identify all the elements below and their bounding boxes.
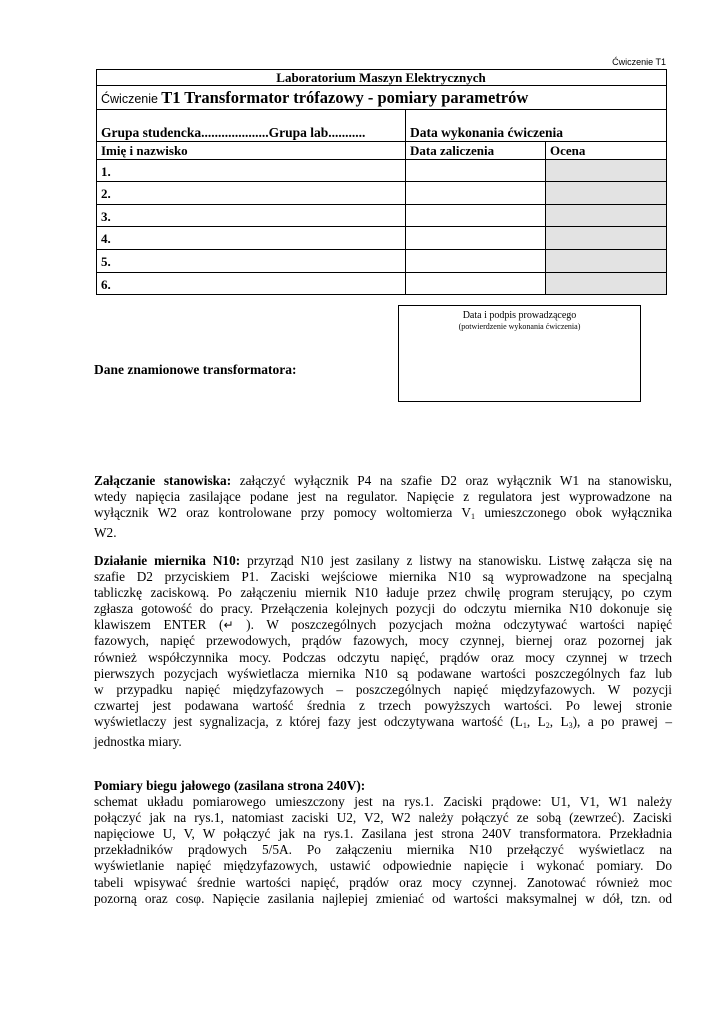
text-line: [94, 778, 672, 794]
subscript: 1: [522, 720, 527, 730]
text-line: [94, 505, 672, 525]
exercise-name: T1 Transformator trófazowy - pomiary parametrów: [161, 88, 529, 107]
lab-form-table: [96, 69, 667, 295]
row-number: 2.: [101, 186, 111, 201]
signature-label: Data i podpis prowadzącego: [462, 310, 577, 321]
grade-cell: [546, 273, 666, 294]
lab-title: Laboratorium Maszyn Elektrycznych: [276, 70, 486, 85]
text-line: zgłasza gotowość do pracy. Przełączenia kolejnych pozycji do odczytu miernika N10 dokonuje się: [94, 601, 672, 617]
text-line: wyświetlanie napięć międzyfazowych, ustawić odpowiednie napięcie i wykonać pomiary. Do: [94, 858, 672, 874]
text-span: przyrząd N10 jest zasilany z listwy na stanowisku. Listwę załącza się na: [247, 553, 673, 568]
grade-cell: [546, 250, 666, 272]
text-line: połączyć jak na rys.1, natomiast zaciski U2, V2, W2 należy połączyć ze sobą (zewrzeć). Zaciski: [94, 810, 672, 826]
exercise-corner-label: Ćwiczenie T1: [612, 57, 666, 67]
text-span: załączyć wyłącznik P4 na szafie D2 oraz wyłącznik W1 na stanowisku,: [239, 473, 672, 488]
text-line: czwartej jest podawana wartość średnia z trzech powyższych wartości. Po lewej stronie: [94, 697, 672, 713]
group-line: Grupa studencka....................Grupa lab...........: [101, 125, 366, 140]
text-span: ), a po prawej –: [572, 713, 672, 729]
row-number: 1.: [101, 164, 111, 179]
divider: [97, 141, 666, 142]
paragraph-startup: [94, 473, 672, 541]
signature-note: (potwierdzenie wykonania ćwiczenia): [458, 322, 581, 331]
text-line: W2.: [94, 525, 117, 541]
text-span: umieszczonego obok wyłącznika: [484, 505, 673, 521]
text-line: [94, 553, 672, 569]
text-line: wtedy napięcia zasilające podane jest na regulator. Napięcie z regulatora jest wyprowadzone na: [94, 489, 672, 505]
text-span: klawiszem ENTER (: [94, 617, 224, 633]
subscript: 2: [545, 720, 550, 730]
text-line: tabeli wpisywać średnie wartości napięć, prądów oraz mocy czynnej. Zanotować również moc: [94, 874, 672, 890]
row-number: 3.: [101, 209, 111, 224]
grade-column-header: Ocena: [550, 143, 586, 158]
row-number: 6.: [101, 277, 111, 292]
subscript: 3: [568, 720, 573, 730]
paragraph-heading: Pomiary biegu jałowego (zasilana strona 240V):: [94, 778, 366, 793]
paragraph-meter: [94, 553, 672, 750]
divider: [405, 109, 406, 295]
text-span: wyłącznik W2 oraz kontrolowane przy pomocy woltomierza V: [94, 505, 471, 521]
row-number: 4.: [101, 231, 111, 246]
name-column-header: Imię i nazwisko: [101, 143, 188, 158]
date-column-header: Data zaliczenia: [410, 143, 495, 158]
text-line: schemat układu pomiarowego umieszczony jest na rys.1. Zaciski prądowe: U1, V1, W1 należy: [94, 794, 672, 810]
text-line: [94, 617, 672, 633]
exercise-title: [101, 88, 528, 108]
date-done-label: Data wykonania ćwiczenia: [410, 125, 563, 140]
paragraph-no-load: [94, 778, 672, 907]
enter-key-icon: ↵: [223, 618, 234, 633]
text-line: również współczynnika mocy. Podczas odczytu napięć, prądów oraz mocy czynnej w trzech: [94, 649, 672, 665]
row-number: 5.: [101, 254, 111, 269]
text-line: pozorną oraz cosφ. Napięcie zasilania najlepiej zmieniać od wartości maksymalnej w dół, tzn. od: [94, 890, 672, 906]
subscript: 1: [471, 512, 475, 522]
text-line: [94, 473, 672, 489]
text-span: ). W poszczególnych pozycjach można odczytywać wartości napięć: [246, 617, 673, 633]
text-span: , L: [526, 713, 546, 729]
text-line: [94, 714, 672, 734]
rating-heading: Dane znamionowe transformatora:: [94, 362, 297, 377]
paragraph-heading: Załączanie stanowiska:: [94, 473, 232, 488]
text-line: szafie D2 przyciskiem P1. Zaciski wejściowe miernika N10 są wyprowadzone na specjalną: [94, 569, 672, 585]
text-line: napięciowe U, V, W połączyć jak na rys.1. Zasilana jest strona 240V transformatora. Przekładnia: [94, 826, 672, 842]
signature-box: [398, 305, 641, 402]
text-line: jednostka miary.: [94, 734, 182, 750]
text-span: wyświetlaczy jest sygnalizacja, z której fazy jest odczytywana wartość (L: [94, 713, 523, 729]
paragraph-heading: Działanie miernika N10:: [94, 553, 241, 568]
text-line: w przypadku napięć międzyfazowych – poszczególnych napięć międzyfazowych. W pozycji: [94, 681, 672, 697]
grade-cell: [546, 205, 666, 226]
divider: [97, 109, 666, 110]
text-line: fazowych, napięć przewodowych, prądów fazowych, mocy czynnej, biernej oraz pozornej jak: [94, 633, 672, 649]
text-line: pierwszych pozycjach wyświetlacza miernika N10 są podawane wartości poszczególnych faz lub: [94, 665, 672, 681]
text-line: tabliczkę zaciskową. Po załączeniu miernik N10 ładuje przez chwilę program sterujący, po czym: [94, 585, 672, 601]
grade-cell: [546, 160, 666, 181]
text-line: przekładników prądowych 5/5A. Po załączeniu miernika N10 przełączyć wyświetlacz na: [94, 842, 672, 858]
grade-cell: [546, 227, 666, 249]
text-span: , L: [549, 713, 569, 729]
grade-cell: [546, 182, 666, 204]
exercise-prefix: Ćwiczenie: [101, 92, 158, 106]
